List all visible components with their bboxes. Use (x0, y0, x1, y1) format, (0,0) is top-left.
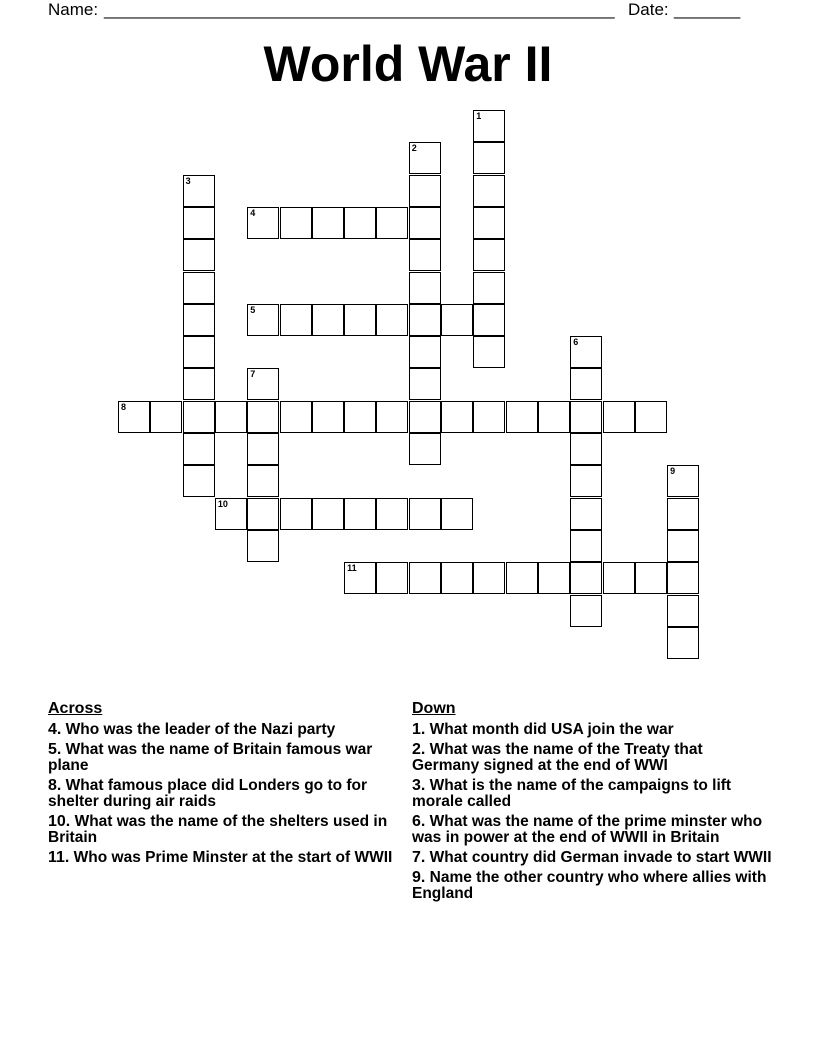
crossword-cell[interactable] (473, 401, 505, 433)
down-clues (412, 699, 772, 906)
clue-text: What is the name of the campaigns to lift morale called (412, 777, 732, 810)
across-clue (48, 850, 400, 866)
clue-text: What was the name of the shelters used in Britain (48, 813, 388, 846)
crossword-cell[interactable] (409, 175, 441, 207)
across-clue (48, 722, 400, 738)
crossword-cell[interactable] (409, 142, 441, 174)
crossword-cell[interactable] (667, 595, 699, 627)
crossword-cell[interactable] (183, 304, 215, 336)
crossword-cell[interactable] (183, 368, 215, 400)
clue-number: 1. (412, 721, 426, 738)
crossword-cell[interactable] (409, 562, 441, 594)
crossword-cell[interactable] (603, 562, 635, 594)
crossword-cell[interactable] (409, 207, 441, 239)
crossword-cell[interactable] (603, 401, 635, 433)
crossword-cell[interactable] (280, 401, 312, 433)
across-clue (48, 778, 400, 810)
crossword-cell[interactable] (376, 401, 408, 433)
crossword-cell[interactable] (312, 498, 344, 530)
clue-number-label: 11 (347, 563, 357, 574)
crossword-cell[interactable] (441, 304, 473, 336)
crossword-cell[interactable] (247, 433, 279, 465)
crossword-cell[interactable] (183, 401, 215, 433)
clue-number: 4. (48, 721, 62, 738)
crossword-cell[interactable] (538, 562, 570, 594)
name-line: ______________________________________________________ (104, 0, 615, 19)
across-heading: Across (48, 700, 103, 717)
clue-text: What was the name of the Treaty that Germany signed at the end of WWI (412, 741, 703, 774)
crossword-cell[interactable] (473, 562, 505, 594)
crossword-cell[interactable] (538, 401, 570, 433)
clue-number-label: 8 (121, 401, 127, 412)
clue-number: 9. (412, 869, 426, 886)
clue-text: What was the name of Britain famous war plane (48, 741, 373, 774)
crossword-cell[interactable] (441, 498, 473, 530)
crossword-cell[interactable] (667, 498, 699, 530)
down-clue (412, 722, 772, 738)
crossword-cell[interactable] (635, 562, 667, 594)
clue-number-label: 2 (411, 143, 417, 154)
crossword-cell[interactable] (409, 498, 441, 530)
crossword-cell[interactable] (280, 304, 312, 336)
crossword-cell[interactable] (409, 336, 441, 368)
clue-text: What was the name of the prime minster who was in power at the end of WWII in Britain (412, 813, 763, 846)
crossword-cell[interactable] (376, 498, 408, 530)
clue-number: 7. (412, 849, 426, 866)
crossword-cell[interactable] (667, 562, 699, 594)
crossword-cell[interactable] (506, 562, 538, 594)
clue-number-label: 5 (250, 304, 256, 315)
crossword-cell[interactable] (473, 142, 505, 174)
crossword-cell[interactable] (247, 401, 279, 433)
crossword-cell[interactable] (570, 465, 602, 497)
across-clue (48, 742, 400, 774)
crossword-cell[interactable] (667, 627, 699, 659)
crossword-cell[interactable] (247, 530, 279, 562)
crossword-cell[interactable] (409, 368, 441, 400)
crossword-cell[interactable] (344, 562, 376, 594)
crossword-cell[interactable] (312, 207, 344, 239)
clue-text: What month did USA join the war (429, 721, 674, 738)
crossword-cell[interactable] (183, 272, 215, 304)
crossword-cell[interactable] (409, 433, 441, 465)
clue-number-label: 7 (250, 369, 256, 380)
crossword-cell[interactable] (473, 272, 505, 304)
clue-number: 10. (48, 813, 71, 830)
crossword-cell[interactable] (344, 498, 376, 530)
crossword-cell[interactable] (344, 207, 376, 239)
crossword-cell[interactable] (473, 239, 505, 271)
crossword-cell[interactable] (344, 401, 376, 433)
crossword-cell[interactable] (118, 401, 150, 433)
clue-number: 6. (412, 813, 426, 830)
crossword-cell[interactable] (409, 239, 441, 271)
crossword-cell[interactable] (376, 562, 408, 594)
clue-number-label: 10 (217, 498, 228, 509)
crossword-cell[interactable] (409, 304, 441, 336)
across-clue (48, 814, 400, 846)
crossword-cell[interactable] (150, 401, 182, 433)
crossword-cell[interactable] (247, 368, 279, 400)
crossword-cell[interactable] (570, 368, 602, 400)
clue-number-label: 1 (476, 111, 482, 121)
page-title: World War II (263, 36, 553, 92)
clue-number: 5. (48, 741, 62, 758)
crossword-cell[interactable] (280, 207, 312, 239)
crossword-cell[interactable] (570, 336, 602, 368)
crossword-cell[interactable] (376, 304, 408, 336)
down-heading: Down (412, 700, 456, 717)
crossword-cell[interactable] (312, 401, 344, 433)
clue-number-label: 4 (250, 207, 256, 218)
clue-number: 2. (412, 741, 426, 758)
crossword-cell[interactable] (183, 207, 215, 239)
crossword-cell[interactable] (667, 530, 699, 562)
crossword-cell[interactable] (183, 465, 215, 497)
crossword-cell[interactable] (215, 498, 247, 530)
down-clue (412, 850, 772, 866)
crossword-cell[interactable] (441, 562, 473, 594)
crossword-cell[interactable] (570, 595, 602, 627)
clue-number-label: 9 (670, 466, 676, 477)
crossword-cell[interactable] (570, 401, 602, 433)
crossword-cell[interactable] (409, 401, 441, 433)
crossword-cell[interactable] (344, 304, 376, 336)
crossword-cell[interactable] (570, 562, 602, 594)
clue-number: 8. (48, 777, 62, 794)
crossword-cell[interactable] (570, 498, 602, 530)
clue-number-label: 6 (573, 337, 579, 348)
crossword-cell[interactable] (247, 465, 279, 497)
across-clues (48, 699, 400, 870)
date-line: _______ (674, 0, 741, 19)
crossword-cell[interactable] (473, 336, 505, 368)
name-label: Name: (48, 0, 99, 19)
crossword-cell[interactable] (280, 498, 312, 530)
date-label: Date: (628, 0, 669, 19)
clue-text: What country did German invade to start WWII (429, 849, 772, 866)
clue-text: Name the other country who where allies with England (412, 869, 767, 902)
crossword-cell[interactable] (183, 239, 215, 271)
crossword-cell[interactable] (183, 336, 215, 368)
down-clue (412, 870, 772, 902)
crossword-cell[interactable] (667, 465, 699, 497)
crossword-cell[interactable] (473, 304, 505, 336)
down-clue (412, 778, 772, 810)
clue-text: Who was the leader of the Nazi party (65, 721, 336, 738)
clue-number-label: 3 (185, 175, 191, 186)
down-clue (412, 814, 772, 846)
clue-number: 3. (412, 777, 426, 794)
crossword-cell[interactable] (183, 433, 215, 465)
crossword-cell[interactable] (570, 530, 602, 562)
down-clue (412, 742, 772, 774)
clue-text: What famous place did Londers go to for shelter during air raids (48, 777, 368, 810)
crossword-cell[interactable] (183, 175, 215, 207)
crossword-cell[interactable] (635, 401, 667, 433)
crossword-cell[interactable] (247, 207, 279, 239)
crossword-cell[interactable] (409, 272, 441, 304)
clue-text: Who was Prime Minster at the start of WWII (73, 849, 393, 866)
crossword-cell[interactable] (570, 433, 602, 465)
crossword-cell[interactable] (441, 401, 473, 433)
crossword-cell[interactable] (312, 304, 344, 336)
crossword-cell[interactable] (506, 401, 538, 433)
crossword-cell[interactable] (376, 207, 408, 239)
crossword-cell[interactable] (247, 498, 279, 530)
crossword-cell[interactable] (215, 401, 247, 433)
crossword-cell[interactable] (473, 110, 505, 142)
crossword-cell[interactable] (473, 207, 505, 239)
crossword-cell[interactable] (473, 175, 505, 207)
crossword-cell[interactable] (247, 304, 279, 336)
clue-number: 11. (48, 849, 70, 866)
